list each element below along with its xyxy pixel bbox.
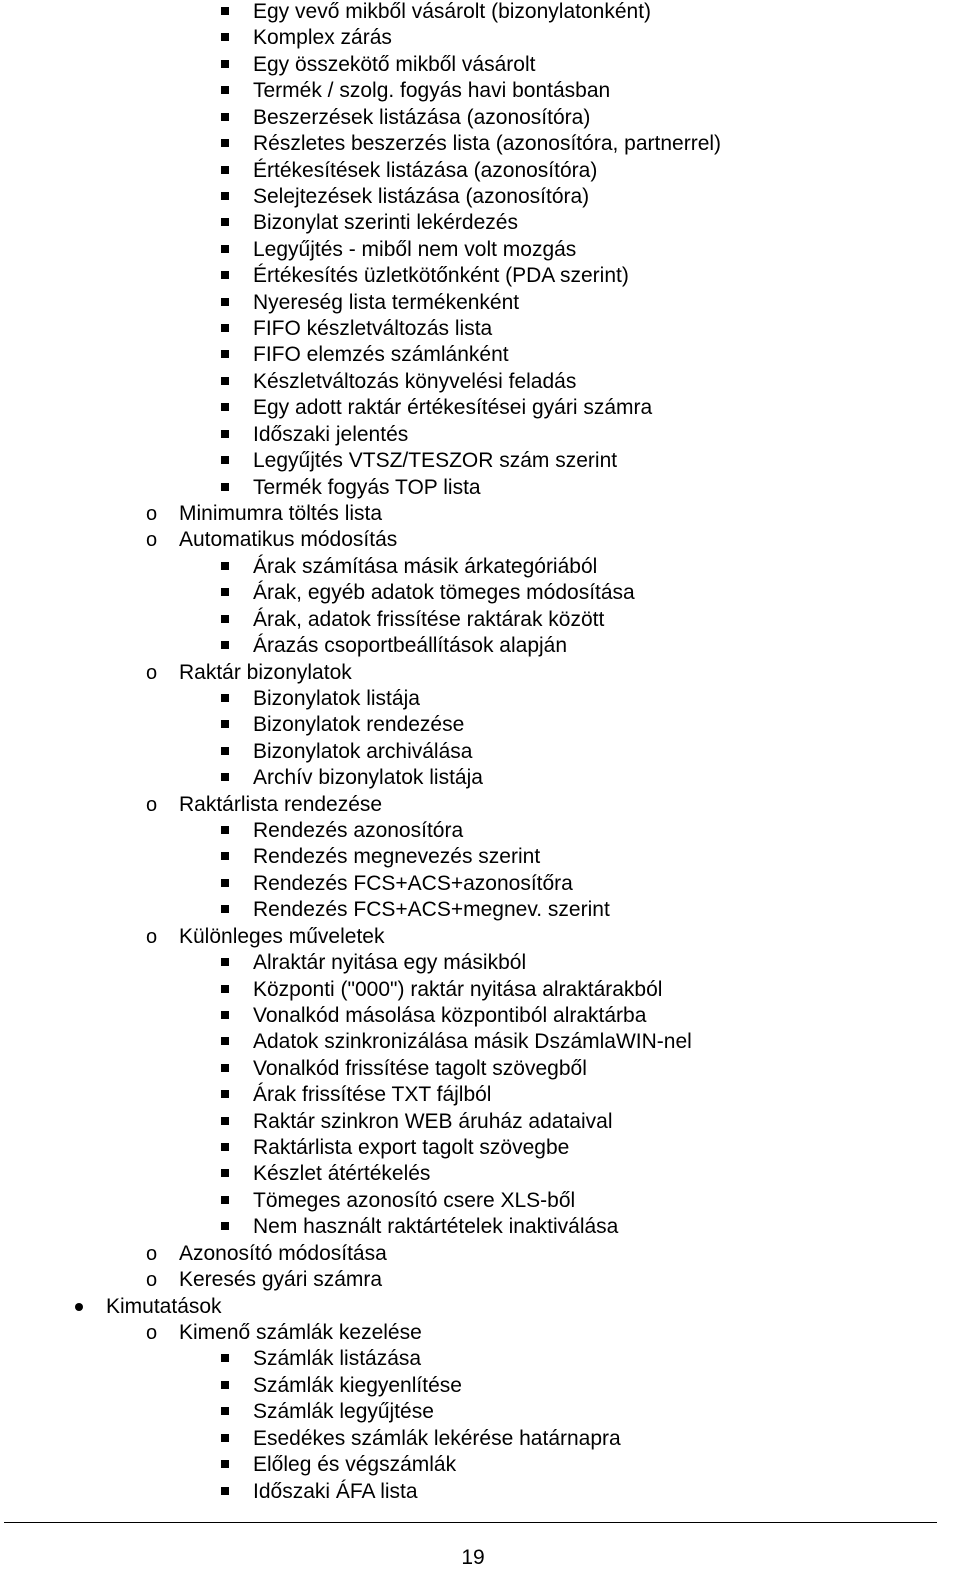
outline-item-text: Rendezés FCS+ACS+megnev. szerint — [253, 898, 610, 922]
outline-item-text: Kimenő számlák kezelése — [179, 1321, 422, 1344]
outline-item-text: Számlák kiegyenlítése — [253, 1373, 462, 1397]
outline-item-level-3 — [0, 316, 960, 343]
outline-item-text: Árazás csoportbeállítások alapján — [253, 634, 568, 658]
bullet-square-icon — [221, 60, 229, 68]
outline-item-level-2 — [0, 527, 960, 554]
outline-item-level-3 — [0, 210, 960, 237]
outline-item-text: Árak, adatok frissítése raktárak között — [253, 607, 605, 631]
bullet-square-icon — [221, 905, 229, 913]
outline-item-level-3 — [0, 290, 960, 317]
bullet-circle-icon: o — [146, 529, 158, 552]
outline-item-level-3 — [0, 633, 960, 660]
outline-item-level-3 — [0, 1479, 960, 1506]
outline-item-level-3 — [0, 554, 960, 581]
outline-item-text: Raktár szinkron WEB áruház adataival — [253, 1109, 613, 1133]
bullet-square-icon — [221, 1222, 229, 1230]
bullet-circle-icon: o — [146, 793, 158, 816]
outline-item-text: Előleg és végszámlák — [253, 1453, 457, 1477]
bullet-square-icon — [221, 377, 229, 385]
outline-item-text: Raktárlista rendezése — [179, 792, 383, 816]
outline-item-level-3 — [0, 1056, 960, 1083]
outline-item-text: Időszaki jelentés — [253, 422, 409, 446]
outline-item-text: Egy vevő mikből vásárolt (bizonylatonként) — [253, 0, 652, 23]
outline-item-level-3 — [0, 78, 960, 105]
outline-item-text: Esedékes számlák lekérése határnapra — [253, 1426, 621, 1450]
bullet-square-icon — [221, 1460, 229, 1468]
bullet-square-icon — [221, 773, 229, 781]
outline-item-text: Kimutatások — [106, 1294, 222, 1318]
outline-item-level-3 — [0, 263, 960, 290]
outline-item-level-3 — [0, 1346, 960, 1373]
outline-item-level-3 — [0, 1214, 960, 1241]
outline-item-level-3 — [0, 1373, 960, 1400]
outline-item-level-3 — [0, 897, 960, 924]
outline-item-text: Raktárlista export tagolt szövegbe — [253, 1136, 570, 1160]
outline-item-text: Komplex zárás — [253, 26, 392, 50]
bullet-square-icon — [221, 1196, 229, 1204]
bullet-square-icon — [221, 747, 229, 755]
outline-item-text: Számlák legyűjtése — [253, 1400, 434, 1424]
outline-item-text: Termék / szolg. fogyás havi bontásban — [253, 79, 611, 103]
outline-item-level-3 — [0, 1161, 960, 1188]
outline-item-level-1 — [0, 1294, 960, 1321]
outline-item-level-3 — [0, 237, 960, 264]
bullet-square-icon — [221, 350, 229, 358]
outline-item-text: Értékesítések listázása (azonosítóra) — [253, 158, 598, 182]
outline-item-text: Bizonylatok archiválása — [253, 739, 473, 763]
outline-item-text: Részletes beszerzés lista (azonosítóra, partnerrel) — [253, 132, 722, 156]
outline-item-text: Raktár bizonylatok — [179, 660, 352, 684]
outline-item-text: Árak számítása másik árkategóriából — [253, 554, 598, 578]
outline-item-level-2 — [0, 501, 960, 528]
outline-item-text: Minimumra töltés lista — [179, 501, 383, 525]
bullet-square-icon — [221, 483, 229, 491]
bullet-square-icon — [221, 86, 229, 94]
outline-item-text: Selejtezések listázása (azonosítóra) — [253, 184, 590, 208]
outline-item-level-3 — [0, 395, 960, 422]
bullet-square-icon — [221, 1381, 229, 1389]
bullet-square-icon — [221, 879, 229, 887]
outline-item-level-3 — [0, 580, 960, 607]
outline-item-text: Egy összekötő mikből vásárolt — [253, 52, 536, 76]
outline-item-text: Beszerzések listázása (azonosítóra) — [253, 105, 591, 129]
outline-item-text: FIFO elemzés számlánként — [253, 343, 509, 367]
bullet-square-icon — [221, 271, 229, 279]
outline-item-level-3 — [0, 1399, 960, 1426]
outline-item-text: Nyereség lista termékenként — [253, 290, 520, 314]
outline-item-level-3 — [0, 712, 960, 739]
outline-item-text: Termék fogyás TOP lista — [253, 475, 481, 499]
bullet-square-icon — [221, 958, 229, 966]
outline-item-text: Vonalkód frissítése tagolt szövegből — [253, 1056, 587, 1080]
bullet-square-icon — [221, 1090, 229, 1098]
bullet-circle-icon: o — [146, 1242, 158, 1265]
outline-item-level-3 — [0, 871, 960, 898]
outline-item-level-3 — [0, 950, 960, 977]
bullet-square-icon — [221, 1064, 229, 1072]
outline-item-text: Legyűjtés - miből nem volt mozgás — [253, 237, 577, 261]
outline-item-level-3 — [0, 1188, 960, 1215]
outline-item-text: Legyűjtés VTSZ/TESZOR szám szerint — [253, 449, 618, 473]
bullet-square-icon — [221, 1037, 229, 1045]
bullet-disc-icon — [75, 1303, 83, 1311]
outline-item-level-2 — [0, 924, 960, 951]
bullet-square-icon — [221, 694, 229, 702]
outline-item-level-3 — [0, 0, 960, 26]
outline-item-text: Tömeges azonosító csere XLS-ből — [253, 1188, 576, 1212]
outline-item-level-2 — [0, 1267, 960, 1294]
bullet-square-icon — [221, 1434, 229, 1442]
bullet-square-icon — [221, 245, 229, 253]
outline-item-level-2 — [0, 792, 960, 819]
bullet-square-icon — [221, 985, 229, 993]
outline-item-level-3 — [0, 1135, 960, 1162]
outline-item-text: Bizonylat szerinti lekérdezés — [253, 211, 518, 235]
outline-item-text: Egy adott raktár értékesítései gyári számra — [253, 396, 653, 420]
outline-item-text: Különleges műveletek — [179, 924, 385, 948]
bullet-square-icon — [221, 7, 229, 15]
outline-item-text: Archív bizonylatok listája — [253, 766, 483, 790]
outline-item-level-3 — [0, 25, 960, 52]
bullet-square-icon — [221, 33, 229, 41]
bullet-circle-icon: o — [146, 925, 158, 948]
outline-item-level-3 — [0, 131, 960, 158]
outline-item-level-3 — [0, 184, 960, 211]
outline-item-level-3 — [0, 422, 960, 449]
outline-item-level-2 — [0, 1320, 960, 1347]
outline-item-level-3 — [0, 369, 960, 396]
outline-item-level-3 — [0, 1029, 960, 1056]
bullet-square-icon — [221, 113, 229, 121]
bullet-square-icon — [221, 1117, 229, 1125]
outline-item-text: Bizonylatok rendezése — [253, 713, 465, 737]
bullet-square-icon — [221, 588, 229, 596]
outline-item-text: Rendezés azonosítóra — [253, 819, 464, 843]
bullet-circle-icon: o — [146, 661, 158, 684]
outline-item-level-3 — [0, 765, 960, 792]
bullet-circle-icon: o — [146, 1269, 158, 1292]
bullet-square-icon — [221, 1011, 229, 1019]
outline-item-text: FIFO készletváltozás lista — [253, 317, 493, 341]
bullet-square-icon — [221, 139, 229, 147]
bullet-square-icon — [221, 720, 229, 728]
outline-item-level-3 — [0, 1426, 960, 1453]
outline-item-level-3 — [0, 1109, 960, 1136]
outline-item-level-2 — [0, 1241, 960, 1268]
outline-item-text: Adatok szinkronizálása másik DszámlaWIN-nel — [253, 1030, 692, 1054]
outline-item-text: Központi ("000") raktár nyitása alraktárakból — [253, 977, 663, 1001]
bullet-square-icon — [221, 1143, 229, 1151]
outline-item-text: Árak, egyéb adatok tömeges módosítása — [253, 581, 635, 605]
outline-item-level-3 — [0, 1003, 960, 1030]
footer-divider — [4, 1522, 937, 1523]
outline-item-level-3 — [0, 342, 960, 369]
outline-item-level-3 — [0, 448, 960, 475]
bullet-square-icon — [221, 430, 229, 438]
outline-item-text: Rendezés megnevezés szerint — [253, 845, 541, 869]
outline-item-text: Rendezés FCS+ACS+azonosítőra — [253, 871, 573, 895]
bullet-square-icon — [221, 1487, 229, 1495]
bullet-square-icon — [221, 1169, 229, 1177]
outline-item-text: Vonalkód másolása központiból alraktárba — [253, 1003, 647, 1027]
bullet-circle-icon: o — [146, 1322, 158, 1344]
outline-item-level-3 — [0, 52, 960, 79]
outline-item-level-3 — [0, 475, 960, 502]
outline-item-text: Alraktár nyitása egy másikból — [253, 951, 527, 975]
outline-item-level-3 — [0, 977, 960, 1004]
bullet-square-icon — [221, 852, 229, 860]
outline-item-text: Bizonylatok listája — [253, 686, 420, 710]
bullet-square-icon — [221, 192, 229, 200]
outline-item-level-3 — [0, 844, 960, 871]
bullet-square-icon — [221, 298, 229, 306]
bullet-square-icon — [221, 218, 229, 226]
bullet-square-icon — [221, 1354, 229, 1362]
bullet-square-icon — [221, 562, 229, 570]
outline-item-text: Készletváltozás könyvelési feladás — [253, 369, 577, 393]
outline-item-text: Számlák listázása — [253, 1347, 422, 1371]
outline-item-text: Értékesítés üzletkötőnként (PDA szerint) — [253, 264, 629, 288]
outline-item-text: Árak frissítése TXT fájlból — [253, 1083, 492, 1107]
page-number: 19 — [461, 1546, 485, 1569]
outline-item-level-3 — [0, 1082, 960, 1109]
bullet-square-icon — [221, 324, 229, 332]
bullet-square-icon — [221, 403, 229, 411]
outline-item-text: Időszaki ÁFA lista — [253, 1479, 418, 1503]
bullet-circle-icon: o — [146, 502, 158, 525]
outline-item-level-3 — [0, 686, 960, 713]
outline-item-level-3 — [0, 607, 960, 634]
bullet-square-icon — [221, 1407, 229, 1415]
bullet-square-icon — [221, 615, 229, 623]
outline-item-text: Azonosító módosítása — [179, 1241, 387, 1265]
outline-item-level-2 — [0, 660, 960, 687]
outline-item-level-3 — [0, 1452, 960, 1479]
outline-item-level-3 — [0, 158, 960, 185]
outline-item-text: Készlet átértékelés — [253, 1162, 431, 1186]
outline-item-level-3 — [0, 818, 960, 845]
outline-item-text: Keresés gyári számra — [179, 1268, 383, 1292]
outline-item-level-3 — [0, 105, 960, 132]
outline-item-text: Nem használt raktártételek inaktiválása — [253, 1215, 619, 1239]
outline-item-level-3 — [0, 739, 960, 766]
bullet-square-icon — [221, 166, 229, 174]
bullet-square-icon — [221, 641, 229, 649]
outline-item-text: Automatikus módosítás — [179, 528, 398, 552]
bullet-square-icon — [221, 826, 229, 834]
bullet-square-icon — [221, 456, 229, 464]
